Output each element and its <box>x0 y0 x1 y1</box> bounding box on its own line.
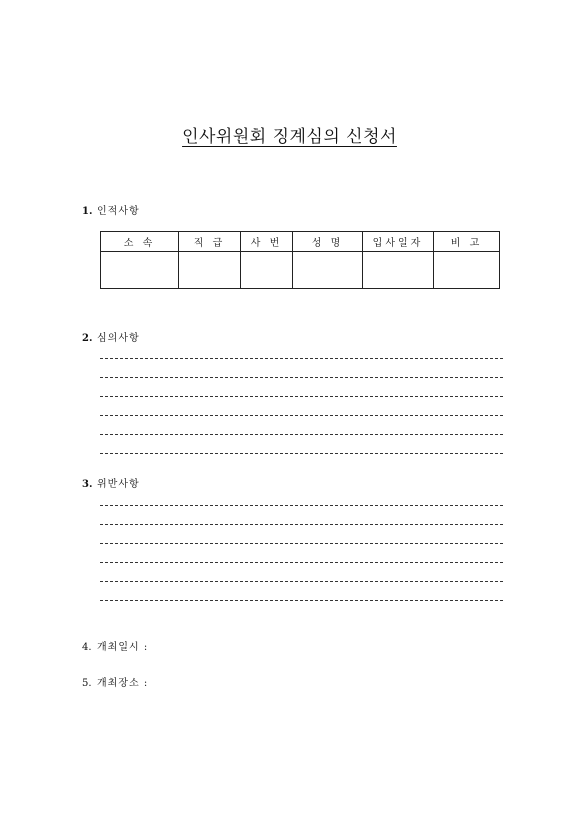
writing-line <box>100 415 503 416</box>
title-container <box>0 122 579 147</box>
section-number: 2. <box>82 333 93 344</box>
writing-line <box>100 505 503 506</box>
writing-line <box>100 600 503 601</box>
section-violation-heading <box>82 475 140 490</box>
section-label: 심의사항 <box>97 333 140 344</box>
section-meeting-datetime-heading <box>82 638 148 653</box>
header-name: 성 명 <box>293 232 363 252</box>
cell-employee-id[interactable] <box>241 252 293 289</box>
section-number: 4. <box>82 642 92 653</box>
cell-hire-date[interactable] <box>363 252 434 289</box>
writing-line <box>100 396 503 397</box>
writing-line <box>100 434 503 435</box>
table-row <box>101 252 500 289</box>
cell-remarks[interactable] <box>434 252 500 289</box>
writing-line <box>100 543 503 544</box>
cell-rank[interactable] <box>179 252 241 289</box>
section-number: 1. <box>82 206 93 217</box>
section-label: 위반사항 <box>97 479 140 490</box>
section-label: 개최일시 : <box>97 642 149 653</box>
writing-line <box>100 524 503 525</box>
writing-line <box>100 581 503 582</box>
writing-line <box>100 358 503 359</box>
header-affiliation: 소 속 <box>101 232 179 252</box>
header-rank: 직 급 <box>179 232 241 252</box>
section-deliberation-heading <box>82 329 140 344</box>
header-remarks: 비 고 <box>434 232 500 252</box>
section-label: 인적사항 <box>97 206 140 217</box>
personal-info-table <box>100 231 500 289</box>
cell-name[interactable] <box>293 252 363 289</box>
writing-line <box>100 377 503 378</box>
header-hire-date: 입사일자 <box>363 232 434 252</box>
table-header-row <box>101 232 500 252</box>
cell-affiliation[interactable] <box>101 252 179 289</box>
header-employee-id: 사 번 <box>241 232 293 252</box>
section-number: 5. <box>82 678 92 689</box>
writing-line <box>100 562 503 563</box>
section-label: 개최장소 : <box>97 678 149 689</box>
section-personal-info-heading <box>82 202 140 217</box>
document-title: 인사위원회 징계심의 신청서 <box>182 127 397 147</box>
section-number: 3. <box>82 479 93 490</box>
section-meeting-place-heading <box>82 674 148 689</box>
writing-line <box>100 453 503 454</box>
